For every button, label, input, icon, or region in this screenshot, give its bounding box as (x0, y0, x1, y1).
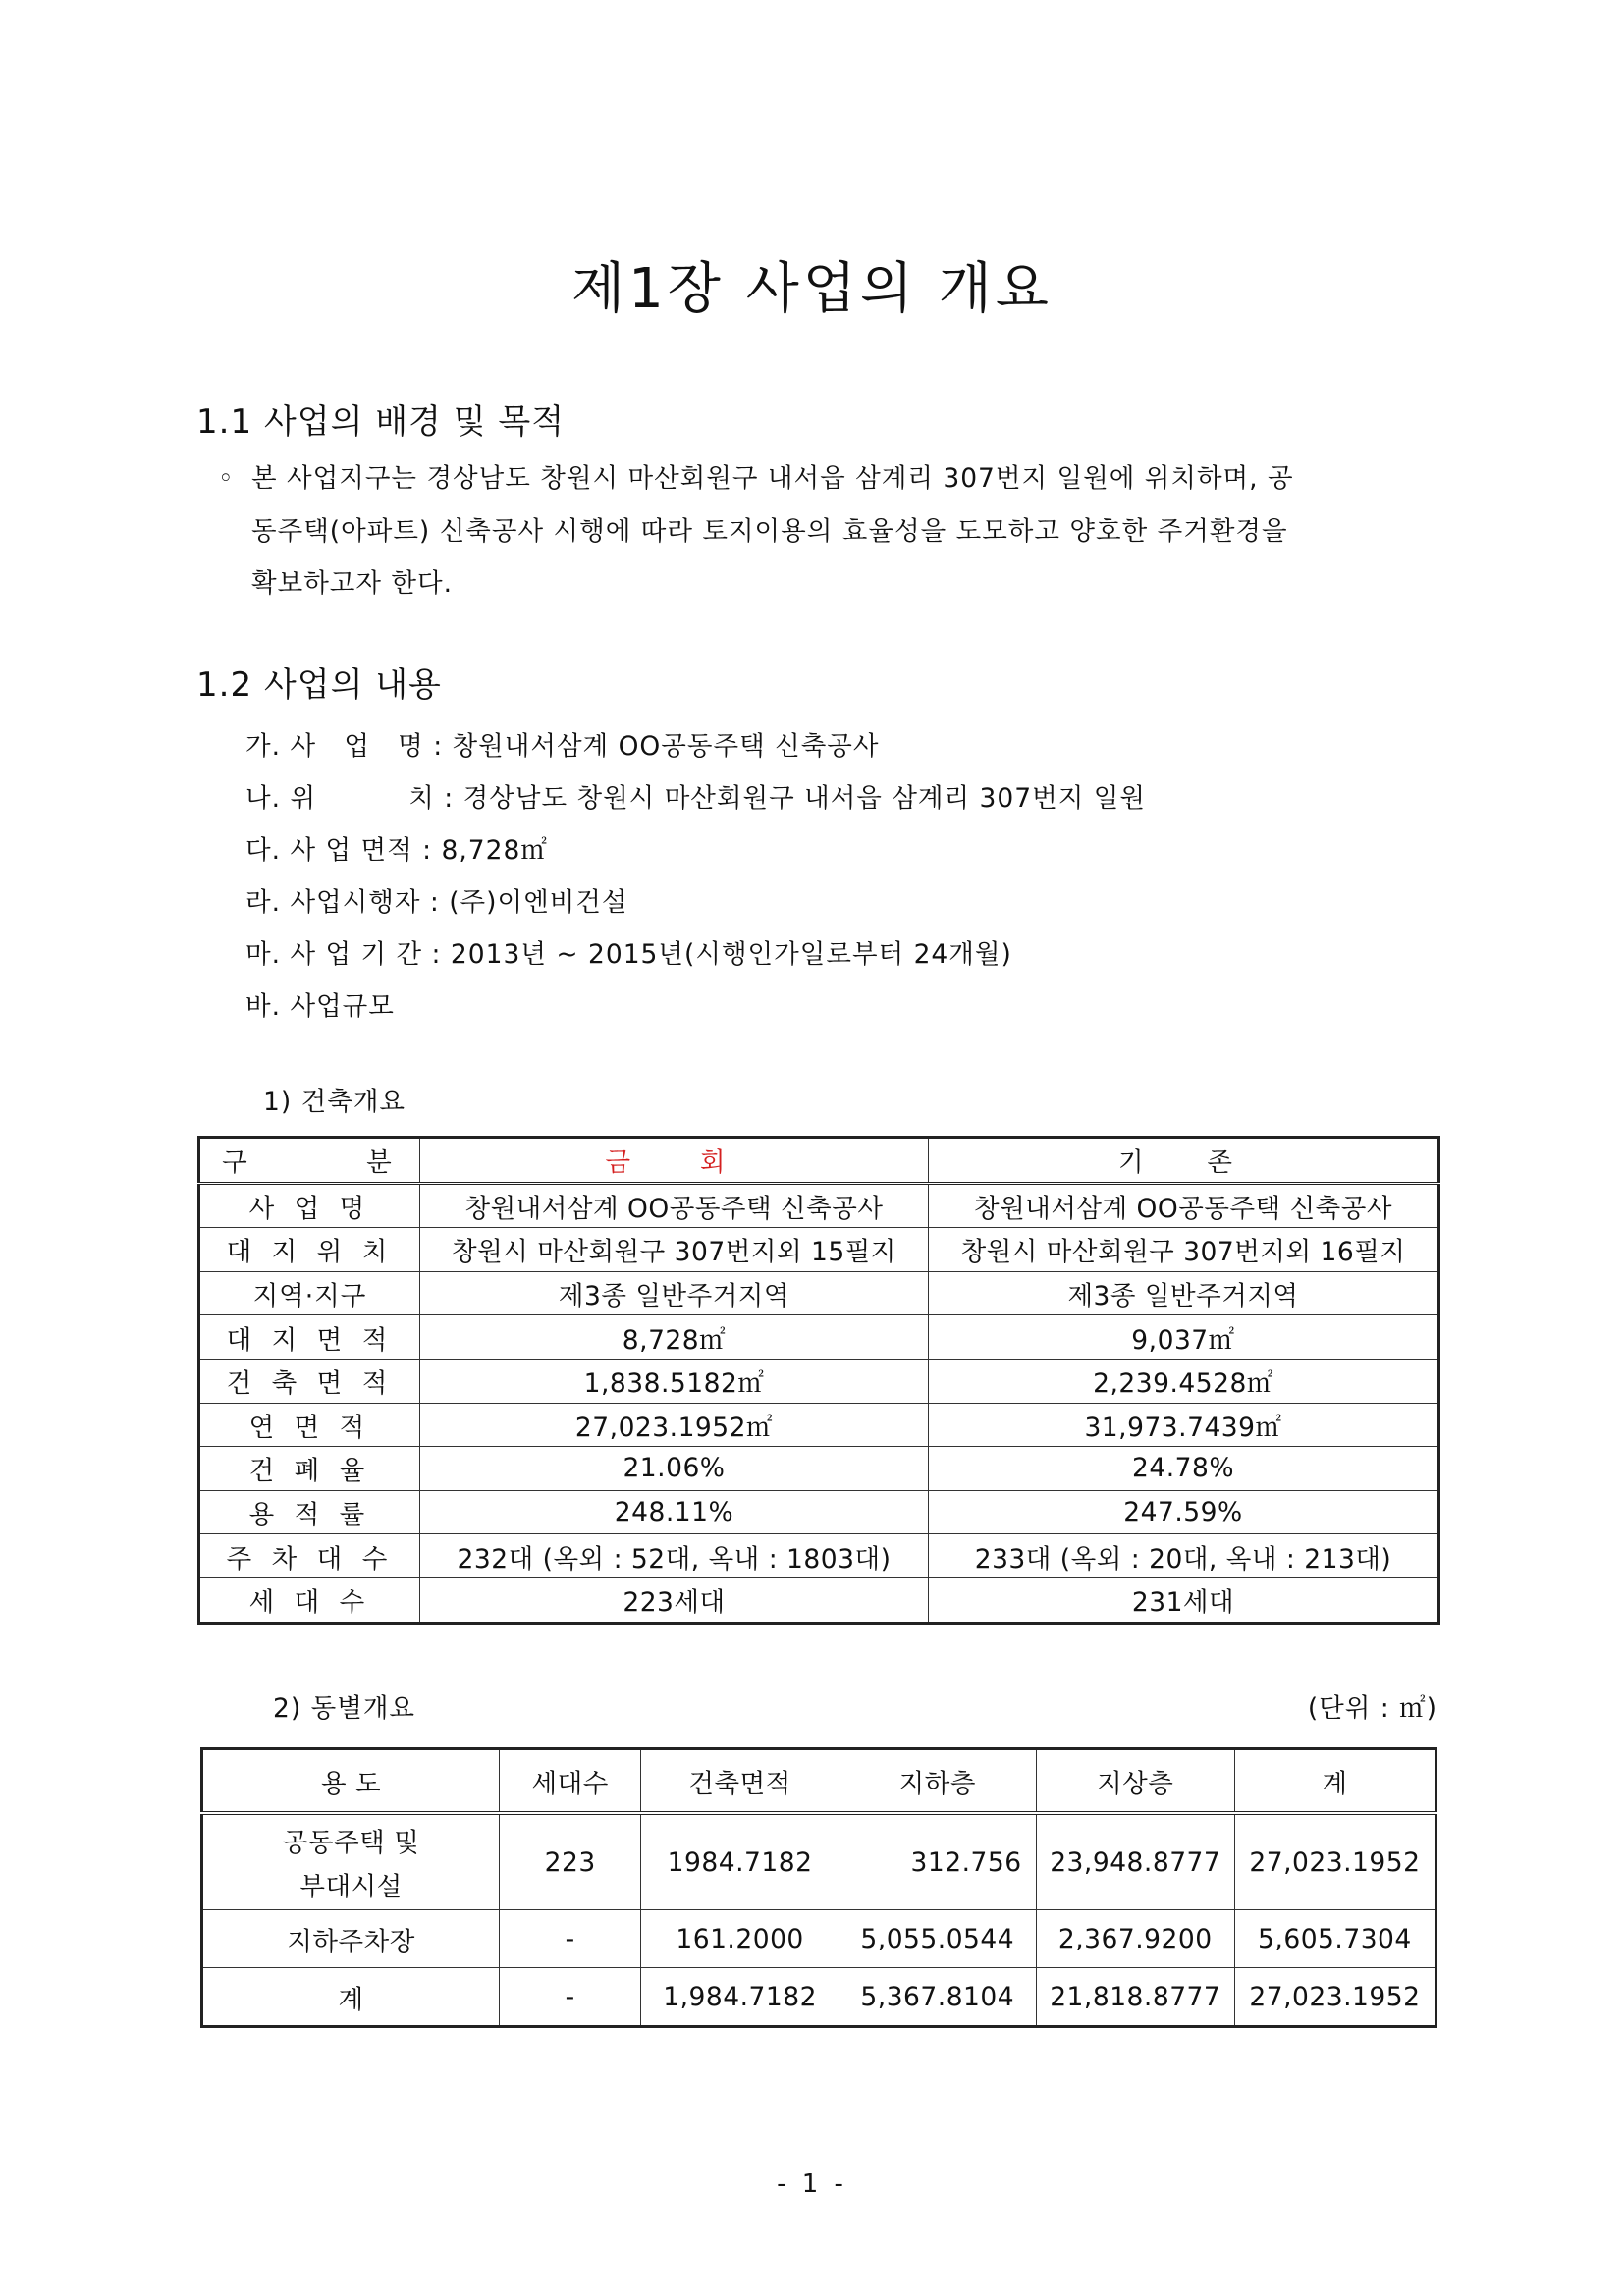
row-label: 건 폐 율 (199, 1447, 420, 1491)
page-number: - 1 - (777, 2169, 847, 2199)
total-cell: 27,023.1952 (1234, 1813, 1435, 1910)
table-header-row (199, 1138, 1439, 1184)
current-value: 248.11% (419, 1490, 928, 1534)
building-breakdown-table (200, 1747, 1437, 2028)
existing-value: 창원내서삼계 OO공동주택 신축공사 (928, 1183, 1438, 1228)
above-ground-cell: 21,818.8777 (1036, 1968, 1234, 2027)
basement-cell: 5,055.0544 (839, 1910, 1036, 1968)
row-label: 연 면 적 (199, 1403, 420, 1447)
current-value: 제3종 일반주거지역 (419, 1271, 928, 1315)
building-area-cell: 1,984.7182 (641, 1968, 839, 2027)
total-cell: 27,023.1952 (1234, 1968, 1435, 2027)
section-2-heading: 1.2 사업의 내용 (196, 666, 442, 705)
table-row (199, 1534, 1439, 1578)
table-row (199, 1183, 1439, 1228)
households-cell: - (500, 1910, 641, 1968)
row-label: 건 축 면 적 (199, 1359, 420, 1403)
existing-value: 247.59% (928, 1490, 1438, 1534)
existing-value: 24.78% (928, 1447, 1438, 1491)
table-header-row (202, 1749, 1436, 1814)
current-value: 8,728㎡ (419, 1315, 928, 1360)
current-value: 232대 (옥외 : 52대, 옥내 : 1803대) (419, 1534, 928, 1578)
table-row (199, 1271, 1439, 1315)
table-row (202, 1910, 1436, 1968)
page-title: 제1장 사업의 개요 (571, 257, 1053, 321)
building-area-cell: 1984.7182 (641, 1813, 839, 1910)
table-row (202, 1813, 1436, 1910)
section-1-line-1: 본 사업지구는 경상남도 창원시 마산회원구 내서읍 삼계리 307번지 일원에 위치하며, 공 (251, 463, 1294, 494)
section-1-line-2: 동주택(아파트) 신축공사 시행에 따라 토지이용의 효율성을 도모하고 양호한 주거환경을 (251, 516, 1288, 547)
header-households: 세대수 (500, 1749, 641, 1814)
row-label: 대 지 위 치 (199, 1228, 420, 1272)
section-1-bullet: ◦ (218, 463, 235, 494)
section-1-heading: 1.1 사업의 배경 및 목적 (196, 402, 566, 442)
use-cell (202, 1813, 500, 1910)
existing-value: 창원시 마산회원구 307번지외 16필지 (928, 1228, 1438, 1272)
table-row (199, 1315, 1439, 1360)
table-row (199, 1228, 1439, 1272)
row-label: 대 지 면 적 (199, 1315, 420, 1360)
operator-item: 라. 사업시행자 : (주)이엔비건설 (245, 887, 628, 918)
existing-value: 31,973.7439㎡ (928, 1403, 1438, 1447)
section-1-line-3: 확보하고자 한다. (251, 568, 454, 599)
households-cell: - (500, 1968, 641, 2027)
total-cell: 5,605.7304 (1234, 1910, 1435, 1968)
current-value: 창원시 마산회원구 307번지외 15필지 (419, 1228, 928, 1272)
row-label: 세 대 수 (199, 1577, 420, 1623)
header-basement: 지하층 (839, 1749, 1036, 1814)
existing-value: 231세대 (928, 1577, 1438, 1623)
above-ground-cell: 23,948.8777 (1036, 1813, 1234, 1910)
building-overview-table (197, 1136, 1440, 1625)
row-label: 주 차 대 수 (199, 1534, 420, 1578)
table-row (199, 1577, 1439, 1623)
header-building-area: 건축면적 (641, 1749, 839, 1814)
current-value: 21.06% (419, 1447, 928, 1491)
building-area-cell: 161.2000 (641, 1910, 839, 1968)
project-name-item: 가. 사 업 명 : 창원내서삼계 OO공동주택 신축공사 (245, 731, 880, 762)
current-value: 1,838.5182㎡ (419, 1359, 928, 1403)
location-item: 나. 위 치 : 경상남도 창원시 마산회원구 내서읍 삼계리 307번지 일원 (245, 783, 1146, 814)
use-line-2: 부대시설 (299, 1872, 403, 1902)
header-category: 구 분 (199, 1138, 420, 1184)
use-line-1: 공동주택 및 (282, 1828, 420, 1858)
existing-value: 9,037㎡ (928, 1315, 1438, 1360)
table-row (199, 1447, 1439, 1491)
table-1-caption: 1) 건축개요 (263, 1087, 406, 1117)
row-label: 지역·지구 (199, 1271, 420, 1315)
unit-label: (단위 : ㎡) (1307, 1693, 1437, 1724)
current-value: 창원내서삼계 OO공동주택 신축공사 (419, 1183, 928, 1228)
area-item: 다. 사 업 면적 : 8,728㎡ (245, 835, 548, 866)
table-row (199, 1359, 1439, 1403)
table-row (199, 1490, 1439, 1534)
current-value: 27,023.1952㎡ (419, 1403, 928, 1447)
use-cell: 지하주차장 (202, 1910, 500, 1968)
households-cell: 223 (500, 1813, 641, 1910)
table-row (202, 1968, 1436, 2027)
use-cell: 계 (202, 1968, 500, 2027)
row-label: 용 적 률 (199, 1490, 420, 1534)
existing-value: 2,239.4528㎡ (928, 1359, 1438, 1403)
row-label: 사 업 명 (199, 1183, 420, 1228)
existing-value: 233대 (옥외 : 20대, 옥내 : 213대) (928, 1534, 1438, 1578)
scale-item: 바. 사업규모 (245, 991, 395, 1022)
header-existing: 기 존 (928, 1138, 1438, 1184)
header-total: 계 (1234, 1749, 1435, 1814)
period-item: 마. 사 업 기 간 : 2013년 ~ 2015년(시행인가일로부터 24개월) (245, 939, 1012, 970)
table-2-caption: 2) 동별개요 (273, 1693, 416, 1724)
basement-cell: 312.756 (839, 1813, 1036, 1910)
table-row (199, 1403, 1439, 1447)
basement-cell: 5,367.8104 (839, 1968, 1036, 2027)
header-above-ground: 지상층 (1036, 1749, 1234, 1814)
above-ground-cell: 2,367.9200 (1036, 1910, 1234, 1968)
existing-value: 제3종 일반주거지역 (928, 1271, 1438, 1315)
current-value: 223세대 (419, 1577, 928, 1623)
header-current: 금 회 (419, 1138, 928, 1184)
header-use: 용 도 (202, 1749, 500, 1814)
